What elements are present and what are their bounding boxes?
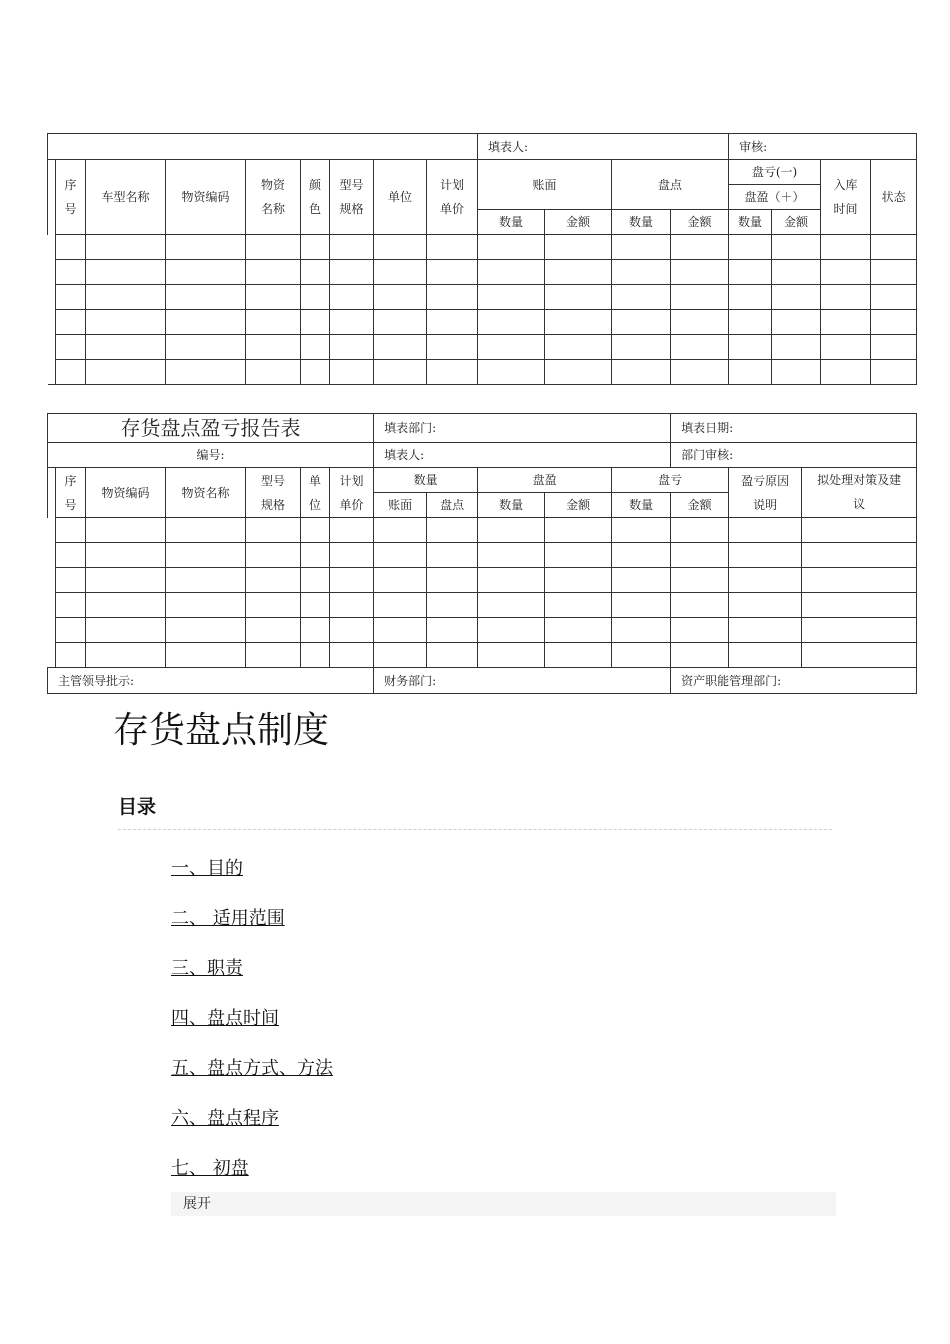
col-loss-qty: 数量 (612, 493, 671, 518)
table-row (48, 235, 917, 260)
left-margin-cell (48, 160, 56, 235)
table-cell (166, 235, 246, 260)
table-cell (48, 260, 56, 285)
table-cell (330, 568, 374, 593)
table-cell (301, 543, 330, 568)
profit-loss-body (48, 518, 917, 668)
col-material-name: 物资名称 (166, 468, 246, 518)
table-cell (166, 593, 246, 618)
col-book: 账面 (478, 160, 612, 210)
table-cell (671, 518, 729, 543)
table-cell (671, 568, 729, 593)
table-cell (374, 285, 427, 310)
table-cell (246, 543, 301, 568)
table-cell (56, 568, 86, 593)
table-cell (166, 260, 246, 285)
col-status: 状态 (871, 160, 917, 235)
toc-link-procedure[interactable]: 六、盘点程序 (171, 1108, 279, 1129)
col-car-model: 车型名称 (86, 160, 166, 235)
table-cell (301, 618, 330, 643)
table-row (48, 310, 917, 335)
table-cell (612, 360, 671, 385)
col-diff-qty: 数量 (729, 210, 772, 235)
table-cell (427, 518, 478, 543)
table-cell (612, 310, 671, 335)
table-cell (301, 518, 330, 543)
table-row (48, 618, 917, 643)
table-cell (612, 518, 671, 543)
table-cell (330, 335, 374, 360)
col-material-name: 物资 名称 (246, 160, 301, 235)
col-count-amount: 金额 (671, 210, 729, 235)
table-cell (330, 285, 374, 310)
table-cell (301, 568, 330, 593)
toc-link-scope[interactable]: 二、 适用范围 (171, 908, 285, 929)
table-cell (301, 260, 330, 285)
table-cell (478, 335, 545, 360)
table-cell (802, 518, 917, 543)
col-qty-book: 账面 (374, 493, 427, 518)
table-cell (427, 335, 478, 360)
col-seq: 序 号 (56, 468, 86, 518)
table-cell (56, 260, 86, 285)
table-cell (330, 543, 374, 568)
table-cell (374, 543, 427, 568)
report-title: 存货盘点盈亏报告表 (48, 414, 374, 443)
table-cell (246, 643, 301, 668)
table-cell (246, 593, 301, 618)
table-cell (330, 235, 374, 260)
fill-date-label: 填表日期: (671, 414, 917, 443)
col-qty-count: 盘点 (427, 493, 478, 518)
table-cell (729, 310, 772, 335)
table-cell (478, 260, 545, 285)
table-cell (671, 310, 729, 335)
table-cell (301, 643, 330, 668)
table-cell (478, 643, 545, 668)
table-cell (246, 518, 301, 543)
table-cell (545, 310, 612, 335)
col-count-qty: 数量 (612, 210, 671, 235)
table-cell (612, 643, 671, 668)
col-plan-price: 计划 单价 (427, 160, 478, 235)
col-quantity: 数量 (374, 468, 478, 493)
table-cell (86, 543, 166, 568)
filler-label: 填表人: (374, 443, 671, 468)
table-cell (612, 235, 671, 260)
table-cell (545, 285, 612, 310)
table-cell (478, 235, 545, 260)
col-gain: 盘盈（＋） (729, 185, 821, 210)
table-cell (427, 643, 478, 668)
toc-link-purpose[interactable]: 一、目的 (171, 858, 243, 879)
table-cell (166, 310, 246, 335)
table-cell (612, 568, 671, 593)
table-cell (330, 310, 374, 335)
table-cell (772, 285, 821, 310)
table-cell (374, 518, 427, 543)
table-cell (821, 310, 871, 335)
table-cell (48, 235, 56, 260)
col-color: 颜 色 (301, 160, 330, 235)
table-cell (48, 593, 56, 618)
table-cell (330, 260, 374, 285)
table-cell (427, 543, 478, 568)
table-cell (56, 310, 86, 335)
table-cell (86, 310, 166, 335)
table-cell (545, 260, 612, 285)
table-cell (478, 568, 545, 593)
table-cell (427, 593, 478, 618)
table-row (48, 335, 917, 360)
fill-dept-label: 填表部门: (374, 414, 671, 443)
table-cell (821, 285, 871, 310)
table-cell (871, 335, 917, 360)
toc-link-duties[interactable]: 三、职责 (171, 958, 243, 979)
table-cell (545, 618, 612, 643)
table-cell (48, 335, 56, 360)
table-cell (374, 643, 427, 668)
table-cell (56, 543, 86, 568)
table-cell (871, 360, 917, 385)
table-row (48, 593, 917, 618)
col-inbound-time: 入库 时间 (821, 160, 871, 235)
table-cell (374, 568, 427, 593)
table-cell (821, 360, 871, 385)
table-cell (802, 593, 917, 618)
table-cell (48, 568, 56, 593)
table-cell (545, 643, 612, 668)
table-cell (729, 518, 802, 543)
inventory-count-table (47, 133, 917, 385)
table-cell (301, 593, 330, 618)
table-row (48, 568, 917, 593)
reviewer-label: 审核: (729, 134, 917, 160)
table-cell (671, 285, 729, 310)
table-cell (729, 618, 802, 643)
table-cell (545, 360, 612, 385)
table-cell (301, 310, 330, 335)
table-cell (330, 360, 374, 385)
col-material-code: 物资编码 (166, 160, 246, 235)
table-cell (330, 643, 374, 668)
table-cell (671, 543, 729, 568)
table-cell (166, 618, 246, 643)
table-cell (729, 593, 802, 618)
dept-review-label: 部门审核: (671, 443, 917, 468)
toc-item (171, 1002, 333, 1052)
table-cell (729, 235, 772, 260)
table-cell (246, 618, 301, 643)
col-gain-qty: 数量 (478, 493, 545, 518)
table-cell (166, 518, 246, 543)
table-cell (612, 285, 671, 310)
table-cell (86, 568, 166, 593)
table-cell (56, 235, 86, 260)
table-cell (478, 618, 545, 643)
table-row (48, 260, 917, 285)
toc-item (171, 852, 333, 902)
table-cell (246, 260, 301, 285)
toc-link-method[interactable]: 五、盘点方式、方法 (171, 1058, 333, 1079)
table-cell (166, 543, 246, 568)
table-row (48, 518, 917, 543)
table-cell (772, 335, 821, 360)
table-cell (246, 335, 301, 360)
table-cell (871, 310, 917, 335)
table-cell (48, 643, 56, 668)
col-seq: 序 号 (56, 160, 86, 235)
table-cell (802, 543, 917, 568)
table-cell (871, 260, 917, 285)
col-gain: 盘盈 (478, 468, 612, 493)
table-cell (671, 335, 729, 360)
table-cell (166, 360, 246, 385)
table-cell (671, 593, 729, 618)
table-cell (802, 643, 917, 668)
table-cell (301, 235, 330, 260)
table-cell (301, 360, 330, 385)
table-cell (871, 235, 917, 260)
col-book-amount: 金额 (545, 210, 612, 235)
table-cell (478, 285, 545, 310)
table-cell (671, 235, 729, 260)
table-cell (86, 643, 166, 668)
table-cell (821, 260, 871, 285)
table-cell (166, 643, 246, 668)
inventory-count-body (48, 235, 917, 385)
table-cell (330, 593, 374, 618)
col-count: 盘点 (612, 160, 729, 210)
table-cell (478, 310, 545, 335)
col-spec: 型号 规格 (246, 468, 301, 518)
table-cell (612, 593, 671, 618)
table-cell (545, 593, 612, 618)
table-cell (545, 335, 612, 360)
col-unit: 单位 (374, 160, 427, 235)
toc-list (171, 852, 333, 1202)
table-cell (671, 618, 729, 643)
table-cell (427, 618, 478, 643)
expand-button[interactable]: 展开 (171, 1192, 836, 1216)
table-cell (729, 568, 802, 593)
table-cell (427, 285, 478, 310)
toc-link-time[interactable]: 四、盘点时间 (171, 1008, 279, 1029)
table-cell (246, 360, 301, 385)
table-row (48, 285, 917, 310)
table-cell (772, 360, 821, 385)
table-cell (166, 568, 246, 593)
table-cell (612, 543, 671, 568)
col-book-qty: 数量 (478, 210, 545, 235)
table-cell (612, 618, 671, 643)
table-row (48, 360, 917, 385)
table-cell (56, 360, 86, 385)
table-cell (821, 335, 871, 360)
toc-item (171, 902, 333, 952)
table-cell (374, 310, 427, 335)
leader-approval-label: 主管领导批示: (48, 668, 374, 694)
table-cell (478, 593, 545, 618)
table-cell (821, 235, 871, 260)
table-cell (671, 643, 729, 668)
table-cell (729, 643, 802, 668)
table-cell (478, 518, 545, 543)
table-cell (301, 285, 330, 310)
table-cell (48, 285, 56, 310)
col-reason: 盈亏原因 说明 (729, 468, 802, 518)
table-cell (86, 235, 166, 260)
table-cell (330, 518, 374, 543)
table-cell (374, 593, 427, 618)
table-cell (612, 260, 671, 285)
toc-item (171, 952, 333, 1002)
toc-item (171, 1052, 333, 1102)
table-cell (729, 360, 772, 385)
table-cell (871, 285, 917, 310)
table-cell (374, 360, 427, 385)
table-cell (56, 518, 86, 543)
table-cell (478, 360, 545, 385)
toc-divider (118, 829, 832, 830)
col-unit: 单 位 (301, 468, 330, 518)
table-cell (427, 360, 478, 385)
table-cell (56, 593, 86, 618)
table-cell (86, 593, 166, 618)
table-cell (246, 568, 301, 593)
profit-loss-report-table (47, 413, 917, 694)
left-margin-cell (48, 468, 56, 518)
table-cell (56, 618, 86, 643)
table-cell (374, 335, 427, 360)
col-material-code: 物资编码 (86, 468, 166, 518)
table-cell (86, 285, 166, 310)
table-cell (772, 260, 821, 285)
table-cell (86, 260, 166, 285)
col-loss-amount: 金额 (671, 493, 729, 518)
table-cell (86, 618, 166, 643)
toc-link-initial[interactable]: 七、 初盘 (171, 1158, 249, 1179)
serial-label: 编号: (48, 443, 374, 468)
col-loss: 盘亏(一) (729, 160, 821, 185)
table-cell (772, 235, 821, 260)
table-row (48, 543, 917, 568)
table-cell (427, 260, 478, 285)
table-cell (48, 360, 56, 385)
finance-dept-label: 财务部门: (374, 668, 671, 694)
table-cell (478, 543, 545, 568)
filler-label: 填表人: (478, 134, 729, 160)
table-cell (427, 568, 478, 593)
table-cell (48, 543, 56, 568)
table-cell (48, 618, 56, 643)
table-cell (671, 360, 729, 385)
col-spec: 型号 规格 (330, 160, 374, 235)
table-cell (301, 335, 330, 360)
table-cell (427, 310, 478, 335)
table-cell (56, 285, 86, 310)
table-cell (246, 235, 301, 260)
toc-heading: 目录 (118, 796, 157, 818)
table-cell (802, 568, 917, 593)
col-loss: 盘亏 (612, 468, 729, 493)
table-cell (545, 568, 612, 593)
table-cell (729, 260, 772, 285)
col-gain-amount: 金额 (545, 493, 612, 518)
table-cell (802, 618, 917, 643)
col-diff-amount: 金额 (772, 210, 821, 235)
table-cell (545, 235, 612, 260)
table-cell (56, 335, 86, 360)
table-cell (56, 643, 86, 668)
toc-item (171, 1102, 333, 1152)
table-cell (246, 310, 301, 335)
table-cell (671, 260, 729, 285)
table-cell (772, 310, 821, 335)
col-plan-price: 计划 单价 (330, 468, 374, 518)
table-cell (86, 335, 166, 360)
table-cell (48, 310, 56, 335)
table-cell (246, 285, 301, 310)
table-cell (729, 543, 802, 568)
table-cell (612, 335, 671, 360)
table-cell (729, 335, 772, 360)
table-cell (86, 518, 166, 543)
asset-dept-label: 资产职能管理部门: (671, 668, 917, 694)
document-title: 存货盘点制度 (113, 710, 330, 751)
table-row (48, 643, 917, 668)
table-cell (374, 260, 427, 285)
table-cell (729, 285, 772, 310)
table-cell (374, 235, 427, 260)
col-measure: 拟处理对策及建 议 (802, 468, 917, 518)
table-cell (374, 618, 427, 643)
table-cell (545, 543, 612, 568)
table-cell (48, 518, 56, 543)
table-cell (86, 360, 166, 385)
table-cell (166, 335, 246, 360)
header-blank-cell (48, 134, 478, 160)
table-cell (166, 285, 246, 310)
table-cell (545, 518, 612, 543)
table-cell (330, 618, 374, 643)
table-cell (427, 235, 478, 260)
